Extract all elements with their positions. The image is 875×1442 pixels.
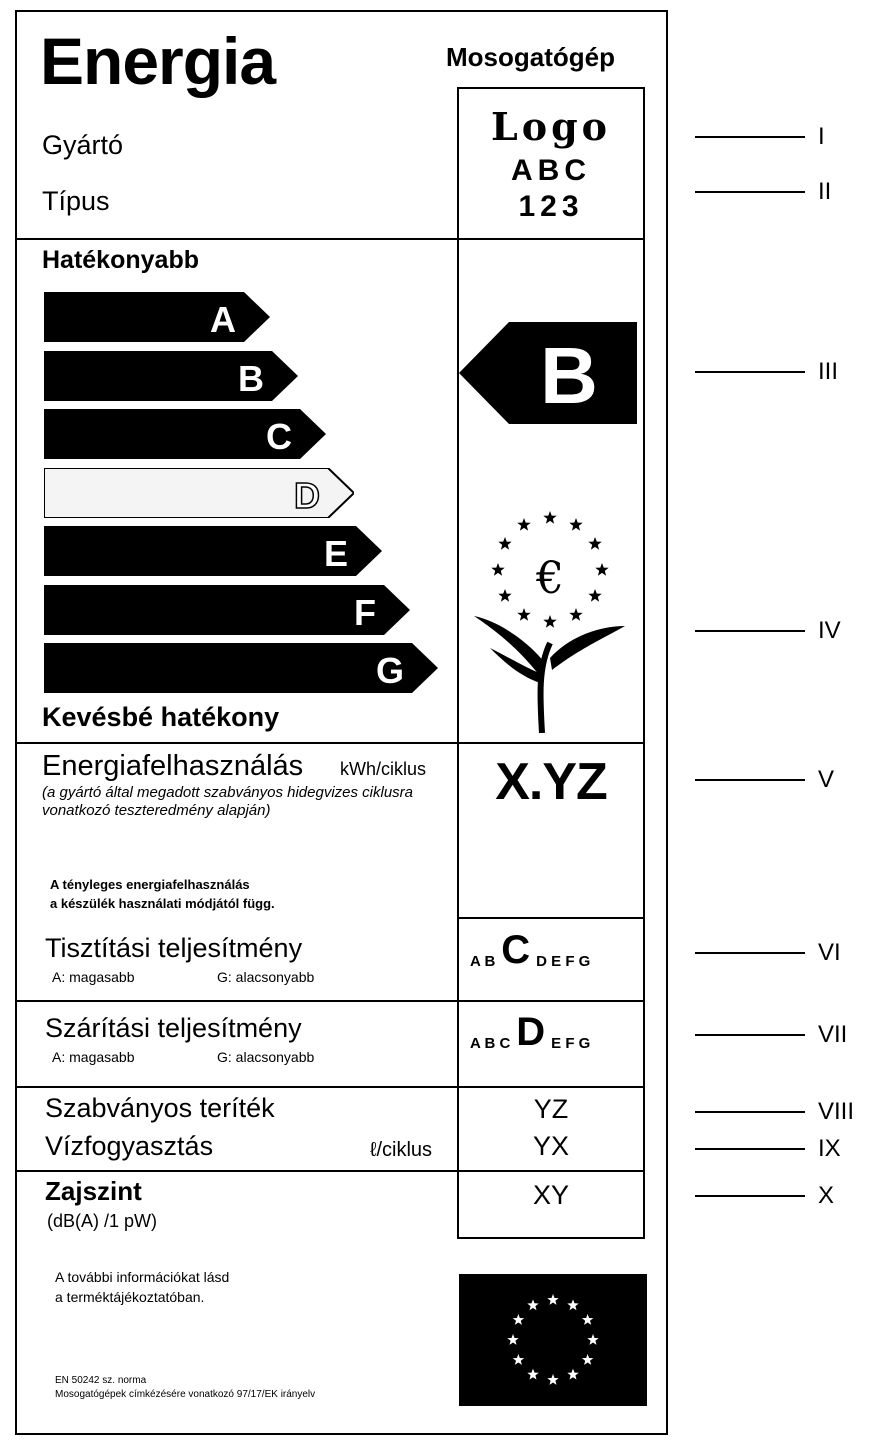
efficiency-bar-d [44,468,354,518]
callout-numeral: I [818,123,825,150]
callout-numeral: VII [818,1021,848,1048]
star-icon [567,1369,578,1380]
drying-selected-class: D [516,1010,546,1054]
svg-text:C: C [266,416,292,457]
standard-line-1: EN 50242 sz. norma [55,1375,147,1386]
callout-line [695,779,805,781]
star-icon [491,563,504,576]
star-icon [547,1374,558,1385]
energy-disclaimer-1: A tényleges energiafelhasználás [50,877,250,892]
star-icon [547,1294,558,1305]
appliance-type: Mosogatógép [446,42,615,72]
star-icon [587,1334,598,1345]
star-icon [582,1354,593,1365]
cleaning-scale-after: D E F G [536,953,591,970]
divider [15,742,645,744]
noise-unit: (dB(A) /1 pW) [47,1211,158,1231]
efficiency-bar-g [44,643,438,693]
divider [15,1170,645,1172]
star-icon [498,589,511,602]
callout-numeral: VI [818,939,841,966]
callout-line [695,1111,805,1113]
efficiency-bar-f [44,585,410,635]
svg-text:B: B [238,357,264,399]
callout-numeral: VIII [818,1098,855,1125]
callout-line [695,1195,805,1197]
water-value: YX [532,1131,570,1161]
logo-numbers: 123 [518,190,584,223]
svg-text:E: E [323,533,348,574]
star-icon [527,1299,538,1310]
svg-text:D: D [294,474,320,516]
cleaning-scale [470,930,590,970]
rating-letter: B [540,331,598,420]
manufacturer-label: Gyártó [42,130,124,160]
star-icon [527,1369,538,1380]
cleaning-selected-class: C [501,928,531,972]
star-icon [513,1354,524,1365]
water-consumption-label: Vízfogyasztás [45,1131,214,1161]
star-icon [588,589,601,602]
divider [15,238,645,240]
model-label: Típus [42,186,110,216]
divider [15,1000,645,1002]
star-icon [569,608,582,621]
callout-numeral: IX [818,1135,841,1162]
svg-text:G: G [375,650,404,691]
manufacturer-logo: Logo [491,104,611,149]
capacity-label: Szabványos teríték [45,1093,275,1123]
logo-letters: ABC [511,154,591,187]
callout-line [695,136,805,138]
drying-scale-after: E F G [551,1035,591,1052]
energy-note: (a gyártó által megadott szabványos hidegvizes ciklusra vonatkozó teszteredmény alapján) [42,784,414,819]
star-icon [567,1299,578,1310]
star-icon [595,563,608,576]
callout-line [695,1034,805,1036]
info-line-2: a terméktájékoztatóban. [55,1289,205,1305]
standard-line-2: Mosogatógépek címkézésére vonatkozó 97/17/EK irányelv [55,1389,316,1400]
callout-numeral: IV [818,617,841,644]
rating-arrow [459,322,637,429]
less-efficient-label: Kevésbé hatékony [42,702,280,732]
eu-ecolabel-flower-icon [470,508,630,738]
star-icon [513,1314,524,1325]
star-icon [517,608,530,621]
efficiency-bar-e [44,526,382,576]
star-icon [588,537,601,550]
drying-low-note: G: alacsonyabb [217,1049,315,1065]
star-icon [582,1314,593,1325]
callout-numeral: III [818,358,839,385]
callout-line [695,371,805,373]
drying-performance-label: Szárítási teljesítmény [45,1013,302,1043]
efficiency-bar-c [44,409,326,459]
drying-scale-before: A B C [470,1035,511,1052]
water-unit: ℓ/ciklus [370,1139,433,1161]
energy-disclaimer-2: a készülék használati módjától függ. [50,896,275,911]
callout-line [695,1148,805,1150]
drying-scale [470,1012,590,1052]
capacity-value: YZ [533,1094,569,1124]
star-icon [543,615,556,628]
cleaning-performance-label: Tisztítási teljesítmény [45,933,303,963]
callout-line [695,952,805,954]
star-icon [507,1334,518,1345]
star-icon [517,518,530,531]
callout-line [695,191,805,193]
more-efficient-label: Hatékonyabb [42,246,199,274]
label-title: Energia [40,24,276,98]
callout-line [695,630,805,632]
cleaning-scale-before: A B [470,953,496,970]
noise-label: Zajszint [45,1176,142,1206]
callout-numeral: V [818,766,835,793]
eu-flag-icon [459,1274,647,1406]
efficiency-bar-a [44,292,270,342]
star-icon [569,518,582,531]
noise-value: XY [532,1180,570,1210]
cleaning-low-note: G: alacsonyabb [217,969,315,985]
svg-text:F: F [354,591,376,633]
cleaning-high-note: A: magasabb [52,969,135,985]
energy-unit: kWh/ciklus [340,759,427,779]
svg-text:A: A [210,299,236,340]
svg-text:€: € [536,553,564,604]
divider [15,1086,645,1088]
energy-value: X.YZ [495,753,607,811]
callout-numeral: II [818,178,832,205]
divider [457,917,645,919]
info-line-1: A további információkat lásd [55,1269,230,1285]
energy-consumption-label: Energiafelhasználás [42,750,304,782]
efficiency-bar-b [44,351,298,401]
callout-numeral: X [818,1182,835,1209]
star-icon [498,537,511,550]
star-icon [543,511,556,524]
drying-high-note: A: magasabb [52,1049,135,1065]
